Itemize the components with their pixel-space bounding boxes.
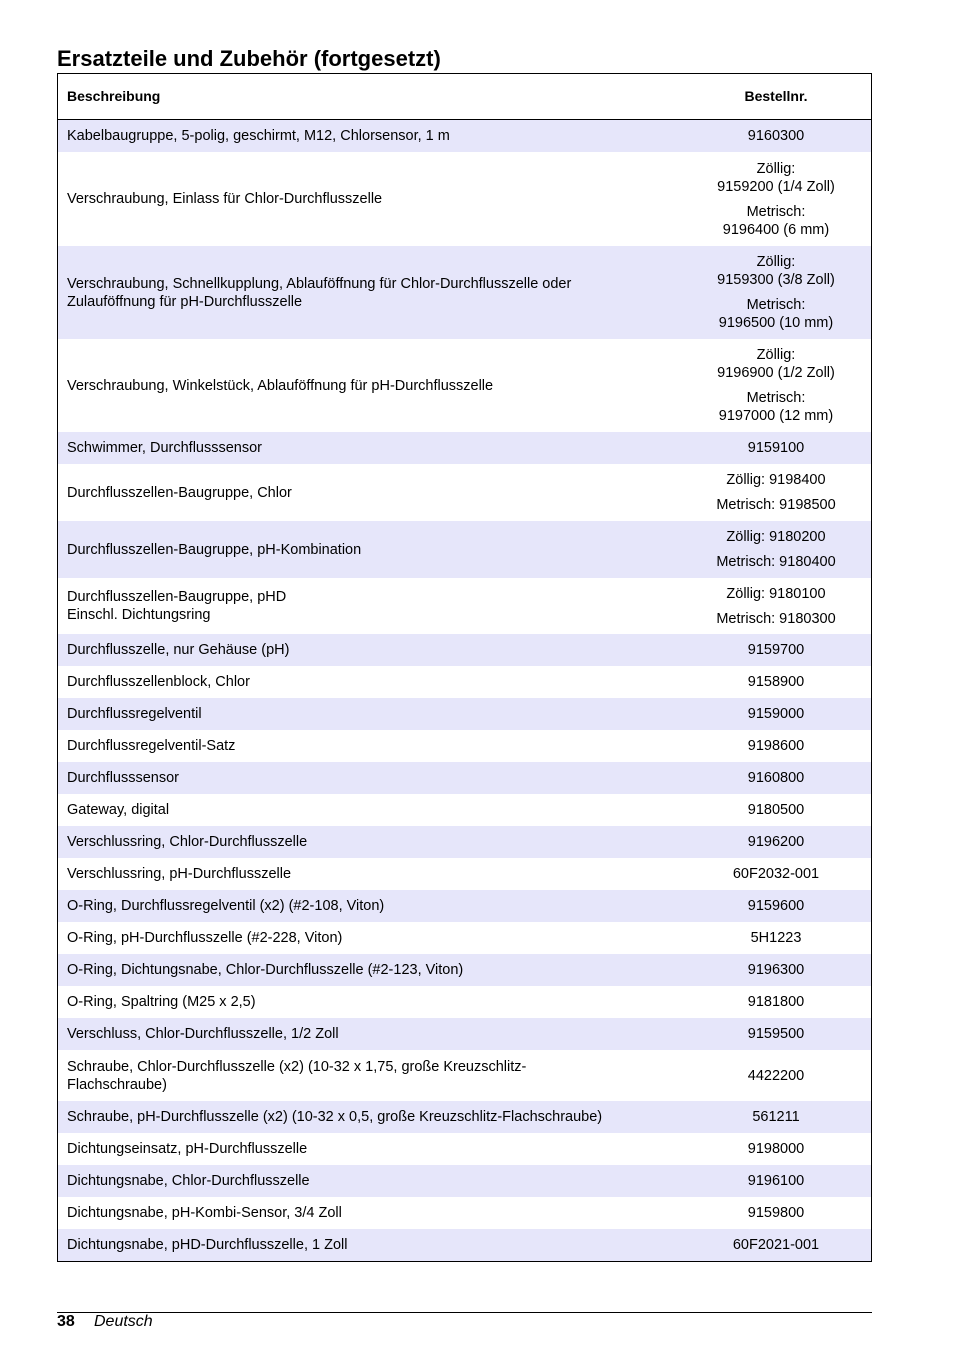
table-row	[58, 1197, 871, 1229]
row-order-number	[681, 1133, 871, 1165]
row-order-number	[681, 1165, 871, 1197]
header-order-number: Bestellnr.	[744, 87, 808, 104]
row-description	[58, 762, 681, 794]
row-description	[58, 521, 681, 578]
order-number-line: 5H1223	[750, 930, 802, 946]
description-line: Verschraubung, Einlass für Chlor-Durchflusszelle	[67, 191, 383, 207]
table-row	[58, 521, 871, 578]
table-row	[58, 666, 871, 698]
order-number-line: 9198600	[747, 738, 805, 754]
table-row	[58, 730, 871, 762]
description-line: Durchflusszellen-Baugruppe, Chlor	[67, 484, 292, 501]
row-order-number	[681, 578, 871, 634]
row-description	[58, 1050, 681, 1101]
description-line: Verschluss, Chlor-Durchflusszelle, 1/2 Zoll	[67, 1026, 339, 1042]
table-row	[58, 1133, 871, 1165]
table-row	[58, 762, 871, 794]
table-row	[58, 1229, 871, 1261]
table-row	[58, 954, 871, 986]
row-description	[58, 922, 681, 954]
description-line: Verschlussring, Chlor-Durchflusszelle	[67, 834, 308, 850]
page-title: Ersatzteile und Zubehör (fortgesetzt)	[57, 46, 441, 71]
footer-divider	[57, 1312, 872, 1313]
row-order-number	[681, 464, 871, 521]
order-number-line: Metrisch: 9180400	[716, 554, 836, 570]
order-number-line: 9196100	[747, 1173, 805, 1189]
order-number-block	[748, 769, 804, 787]
order-number-line: 9159700	[747, 642, 805, 658]
order-number-line: 9159300 (3/8 Zoll)	[717, 272, 835, 288]
order-number-block	[748, 1172, 804, 1190]
order-number-line: 9180500	[747, 802, 805, 818]
order-number-block	[726, 528, 825, 546]
table-row	[58, 794, 871, 826]
order-number-line: Metrisch:	[746, 203, 806, 220]
order-number-block	[748, 801, 804, 819]
row-order-number	[681, 826, 871, 858]
order-number-line: Zöllig: 9180200	[726, 529, 826, 545]
description-line: Verschraubung, Winkelstück, Ablauföffnung für pH-Durchflusszelle	[67, 377, 494, 394]
table-row	[58, 1165, 871, 1197]
order-number-line: 9196500 (10 mm)	[718, 315, 834, 331]
description-line: Schraube, Chlor-Durchflusszelle (x2) (10-32 x 1,75, große Kreuzschlitz-	[67, 1058, 527, 1075]
row-order-number	[681, 1050, 871, 1101]
order-number-line: 9160300	[747, 128, 805, 144]
order-number-line: 60F2021-001	[732, 1237, 820, 1253]
order-number-block	[717, 346, 835, 382]
row-description	[58, 464, 681, 521]
order-number-line: 9196200	[747, 834, 805, 850]
table-row	[58, 578, 871, 634]
row-description	[58, 666, 681, 698]
order-number-block	[719, 296, 833, 332]
order-number-line: Metrisch: 9198500	[716, 497, 836, 513]
row-description	[58, 730, 681, 762]
order-number-block	[748, 1140, 804, 1158]
description-line: Dichtungsnabe, pH-Kombi-Sensor, 3/4 Zoll	[67, 1205, 342, 1221]
row-description	[58, 1165, 681, 1197]
description-line: O-Ring, Dichtungsnabe, Chlor-Durchflusszelle (#2-123, Viton)	[67, 962, 464, 978]
order-number-block	[726, 471, 825, 489]
description-line: O-Ring, Durchflussregelventil (x2) (#2-108, Viton)	[67, 898, 385, 914]
row-description	[58, 634, 681, 666]
row-description	[58, 1018, 681, 1050]
order-number-block	[748, 993, 804, 1011]
description-line: O-Ring, Spaltring (M25 x 2,5)	[67, 994, 256, 1010]
order-number-block	[748, 641, 804, 659]
description-line: Einschl. Dichtungsring	[67, 607, 211, 623]
table-row	[58, 120, 871, 152]
table-row	[58, 634, 871, 666]
order-number-block	[716, 610, 835, 628]
order-number-line: Zöllig:	[756, 160, 796, 177]
description-line: Verschlussring, pH-Durchflusszelle	[67, 866, 292, 882]
row-description	[58, 152, 681, 246]
row-description	[58, 1197, 681, 1229]
row-order-number	[681, 954, 871, 986]
row-description	[58, 890, 681, 922]
order-number-block	[748, 897, 804, 915]
description-line: Zulauföffnung für pH-Durchflusszelle	[67, 293, 303, 310]
row-description	[58, 826, 681, 858]
row-order-number	[681, 794, 871, 826]
description-line: Schwimmer, Durchflusssensor	[67, 440, 262, 456]
row-order-number	[681, 730, 871, 762]
parts-table	[57, 73, 872, 1262]
description-line: Gateway, digital	[67, 802, 170, 818]
description-line: Durchflussregelventil-Satz	[67, 738, 236, 754]
row-order-number	[681, 634, 871, 666]
order-number-block	[748, 127, 804, 145]
order-number-line: Zöllig: 9180100	[726, 585, 826, 602]
order-number-line: 9196300	[747, 962, 805, 978]
row-order-number	[681, 858, 871, 890]
order-number-line: Metrisch: 9180300	[716, 610, 836, 627]
description-line: Durchflusszelle, nur Gehäuse (pH)	[67, 642, 290, 658]
order-number-block	[716, 553, 835, 571]
page-number: 38	[57, 1313, 75, 1330]
order-number-block	[748, 439, 804, 457]
row-description	[58, 1133, 681, 1165]
description-line: Dichtungseinsatz, pH-Durchflusszelle	[67, 1141, 308, 1157]
order-number-block	[726, 585, 825, 603]
order-number-block	[748, 1025, 804, 1043]
table-row	[58, 1018, 871, 1050]
order-number-line: 4422200	[747, 1067, 805, 1084]
row-description	[58, 954, 681, 986]
table-row	[58, 698, 871, 730]
row-order-number	[681, 986, 871, 1018]
order-number-block	[752, 1108, 799, 1126]
order-number-block	[751, 929, 802, 947]
order-number-line: 9159100	[747, 440, 805, 456]
row-description	[58, 1229, 681, 1261]
order-number-block	[719, 389, 833, 425]
table-row	[58, 922, 871, 954]
order-number-line: Metrisch:	[746, 390, 806, 406]
header-description: Beschreibung	[67, 87, 161, 104]
row-order-number	[681, 1101, 871, 1133]
order-number-line: 9160800	[747, 770, 805, 786]
description-line: O-Ring, pH-Durchflusszelle (#2-228, Viton)	[67, 930, 343, 946]
order-number-line: 9159200 (1/4 Zoll)	[717, 178, 835, 195]
row-order-number	[681, 1197, 871, 1229]
row-description	[58, 794, 681, 826]
table-row	[58, 339, 871, 432]
table-row	[58, 1101, 871, 1133]
order-number-line: 9181800	[747, 994, 805, 1010]
order-number-block	[716, 496, 835, 514]
order-number-line: Zöllig: 9198400	[726, 472, 826, 488]
order-number-block	[733, 865, 819, 883]
row-description	[58, 858, 681, 890]
row-description	[58, 1101, 681, 1133]
description-line: Schraube, pH-Durchflusszelle (x2) (10-32 x 0,5, große Kreuzschlitz-Flachschraube)	[67, 1109, 603, 1125]
row-order-number	[681, 1018, 871, 1050]
order-number-block	[748, 1204, 804, 1222]
row-order-number	[681, 152, 871, 246]
description-line: Verschraubung, Schnellkupplung, Ablauföffnung für Chlor-Durchflusszelle oder	[67, 275, 572, 292]
row-order-number	[681, 666, 871, 698]
order-number-line: 60F2032-001	[732, 866, 820, 882]
table-row	[58, 986, 871, 1018]
order-number-line: 9159600	[747, 898, 805, 914]
description-line: Durchflusszellenblock, Chlor	[67, 674, 250, 690]
order-number-line: 9159000	[747, 706, 805, 722]
description-line: Durchflussregelventil	[67, 706, 202, 722]
order-number-line: 9159500	[747, 1026, 805, 1042]
table-row	[58, 858, 871, 890]
row-order-number	[681, 521, 871, 578]
row-order-number	[681, 1229, 871, 1261]
order-number-block	[748, 705, 804, 723]
description-line: Flachschraube)	[67, 1076, 167, 1093]
page-language: Deutsch	[94, 1313, 153, 1330]
table-header	[58, 74, 871, 120]
row-order-number	[681, 922, 871, 954]
table-body	[58, 120, 871, 1261]
row-order-number	[681, 762, 871, 794]
row-description	[58, 698, 681, 730]
order-number-line: 9196900 (1/2 Zoll)	[717, 365, 835, 381]
description-line: Dichtungsnabe, Chlor-Durchflusszelle	[67, 1173, 310, 1189]
order-number-line: Zöllig:	[756, 347, 796, 363]
description-line: Durchflusssensor	[67, 770, 180, 786]
row-order-number	[681, 339, 871, 432]
row-order-number	[681, 246, 871, 339]
table-row	[58, 152, 871, 246]
order-number-line: 9159800	[747, 1205, 805, 1221]
row-order-number	[681, 432, 871, 464]
table-row	[58, 432, 871, 464]
order-number-line: Metrisch:	[746, 297, 806, 313]
order-number-block	[717, 253, 835, 289]
row-order-number	[681, 120, 871, 152]
row-order-number	[681, 698, 871, 730]
order-number-line: 9196400 (6 mm)	[722, 221, 830, 238]
row-description	[58, 339, 681, 432]
table-row	[58, 246, 871, 339]
table-row	[58, 1050, 871, 1101]
row-description	[58, 120, 681, 152]
order-number-block	[748, 961, 804, 979]
description-line: Durchflusszellen-Baugruppe, pHD	[67, 589, 287, 605]
order-number-block	[723, 203, 829, 239]
order-number-block	[748, 1067, 804, 1085]
description-line: Dichtungsnabe, pHD-Durchflusszelle, 1 Zoll	[67, 1237, 348, 1253]
order-number-line: Zöllig:	[756, 254, 796, 270]
table-row	[58, 464, 871, 521]
order-number-line: 9197000 (12 mm)	[718, 408, 834, 424]
row-description	[58, 246, 681, 339]
description-line: Kabelbaugruppe, 5-polig, geschirmt, M12, Chlorsensor, 1 m	[67, 128, 450, 144]
table-row	[58, 890, 871, 922]
order-number-line: 9198000	[747, 1141, 805, 1157]
row-description	[58, 578, 681, 634]
order-number-block	[748, 737, 804, 755]
order-number-block	[748, 833, 804, 851]
row-description	[58, 986, 681, 1018]
row-order-number	[681, 890, 871, 922]
row-description	[58, 432, 681, 464]
description-line: Durchflusszellen-Baugruppe, pH-Kombination	[67, 541, 362, 558]
table-row	[58, 826, 871, 858]
order-number-block	[733, 1236, 819, 1254]
order-number-block	[748, 673, 804, 691]
order-number-line: 561211	[752, 1109, 800, 1125]
order-number-block	[717, 160, 835, 196]
order-number-line: 9158900	[747, 674, 805, 690]
